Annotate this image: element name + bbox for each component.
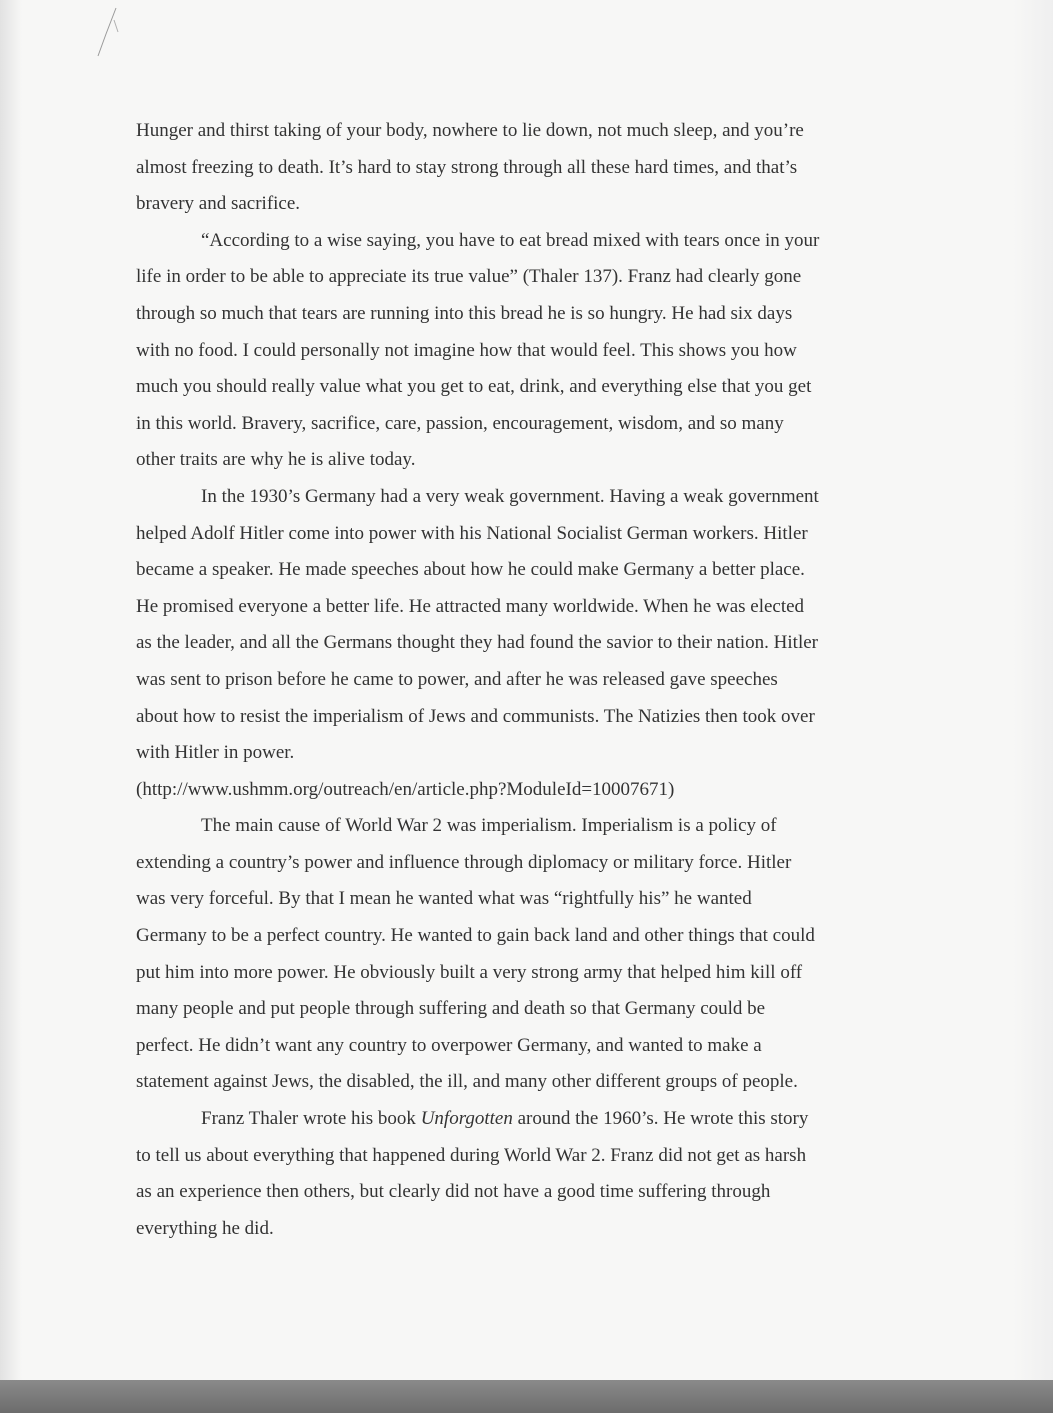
text-line: everything he did. (136, 1217, 274, 1239)
text-line: to tell us about everything that happened during World War 2. Franz did not get as harsh (136, 1144, 807, 1166)
text-line: with no food. I could personally not imagine how that would feel. This shows you how (136, 339, 797, 361)
text-line: many people and put people through suffering and death so that Germany could be (136, 998, 766, 1020)
text-line (136, 1101, 906, 1138)
text-line: other traits are why he is alive today. (136, 449, 416, 471)
text-line: as the leader, and all the Germans thought they had found the savior to their nation. Hitler (136, 632, 818, 654)
scan-bottom-edge (0, 1380, 1053, 1413)
citation-url: (http://www.ushmm.org/outreach/en/article.php?ModuleId=10007671) (136, 778, 675, 800)
text-line: about how to resist the imperialism of Jews and communists. The Natizies then took over (136, 705, 815, 727)
text-line: helped Adolf Hitler come into power with his National Socialist German workers. Hitler (136, 522, 808, 544)
book-title: Unforgotten (420, 1108, 513, 1130)
text-line: much you should really value what you get to eat, drink, and everything else that you get (136, 376, 812, 398)
text-line: statement against Jews, the disabled, the ill, and many other different groups of people. (136, 1071, 798, 1093)
text-line: with Hitler in power. (136, 742, 295, 764)
text-line: He promised everyone a better life. He attracted many worldwide. When he was elected (136, 595, 805, 617)
text-line: as an experience then others, but clearly did not have a good time suffering through (136, 1181, 771, 1203)
text-line: Germany to be a perfect country. He wanted to gain back land and other things that could (136, 925, 815, 947)
text-line: The main cause of World War 2 was imperialism. Imperialism is a policy of (201, 815, 777, 837)
pen-mark (88, 6, 128, 66)
text-line: almost freezing to death. It’s hard to stay strong through all these hard times, and that’s (136, 156, 798, 178)
text-line: through so much that tears are running into this bread he is so hungry. He had six days (136, 302, 793, 324)
text-line: Hunger and thirst taking of your body, nowhere to lie down, not much sleep, and you’re (136, 120, 804, 141)
text-line: perfect. He didn’t want any country to overpower Germany, and wanted to make a (136, 1034, 762, 1056)
text-line: in this world. Bravery, sacrifice, care, passion, encouragement, wisdom, and so many (136, 412, 784, 434)
text-line: “According to a wise saying, you have to eat bread mixed with tears once in your (201, 229, 820, 251)
text-line: In the 1930’s Germany had a very weak government. Having a weak government (201, 485, 819, 507)
text-line: life in order to be able to appreciate its true value” (Thaler 137). Franz had clearly gone (136, 266, 802, 288)
text-line: was very forceful. By that I mean he wanted what was “rightfully his” he wanted (136, 888, 752, 910)
essay-body (136, 113, 906, 1247)
scan-left-shadow (0, 0, 22, 1380)
text-line: bravery and sacrifice. (136, 193, 301, 215)
text-line: put him into more power. He obviously built a very strong army that helped him kill off (136, 961, 803, 983)
text-line: was sent to prison before he came to power, and after he was released gave speeches (136, 668, 778, 690)
scan-right-shadow (1013, 0, 1053, 1380)
text-fragment: Franz Thaler wrote his book (201, 1108, 421, 1130)
text-line: extending a country’s power and influence through diplomacy or military force. Hitler (136, 851, 792, 873)
text-line: became a speaker. He made speeches about how he could make Germany a better place. (136, 559, 805, 581)
text-fragment: around the 1960’s. He wrote this story (512, 1108, 809, 1130)
